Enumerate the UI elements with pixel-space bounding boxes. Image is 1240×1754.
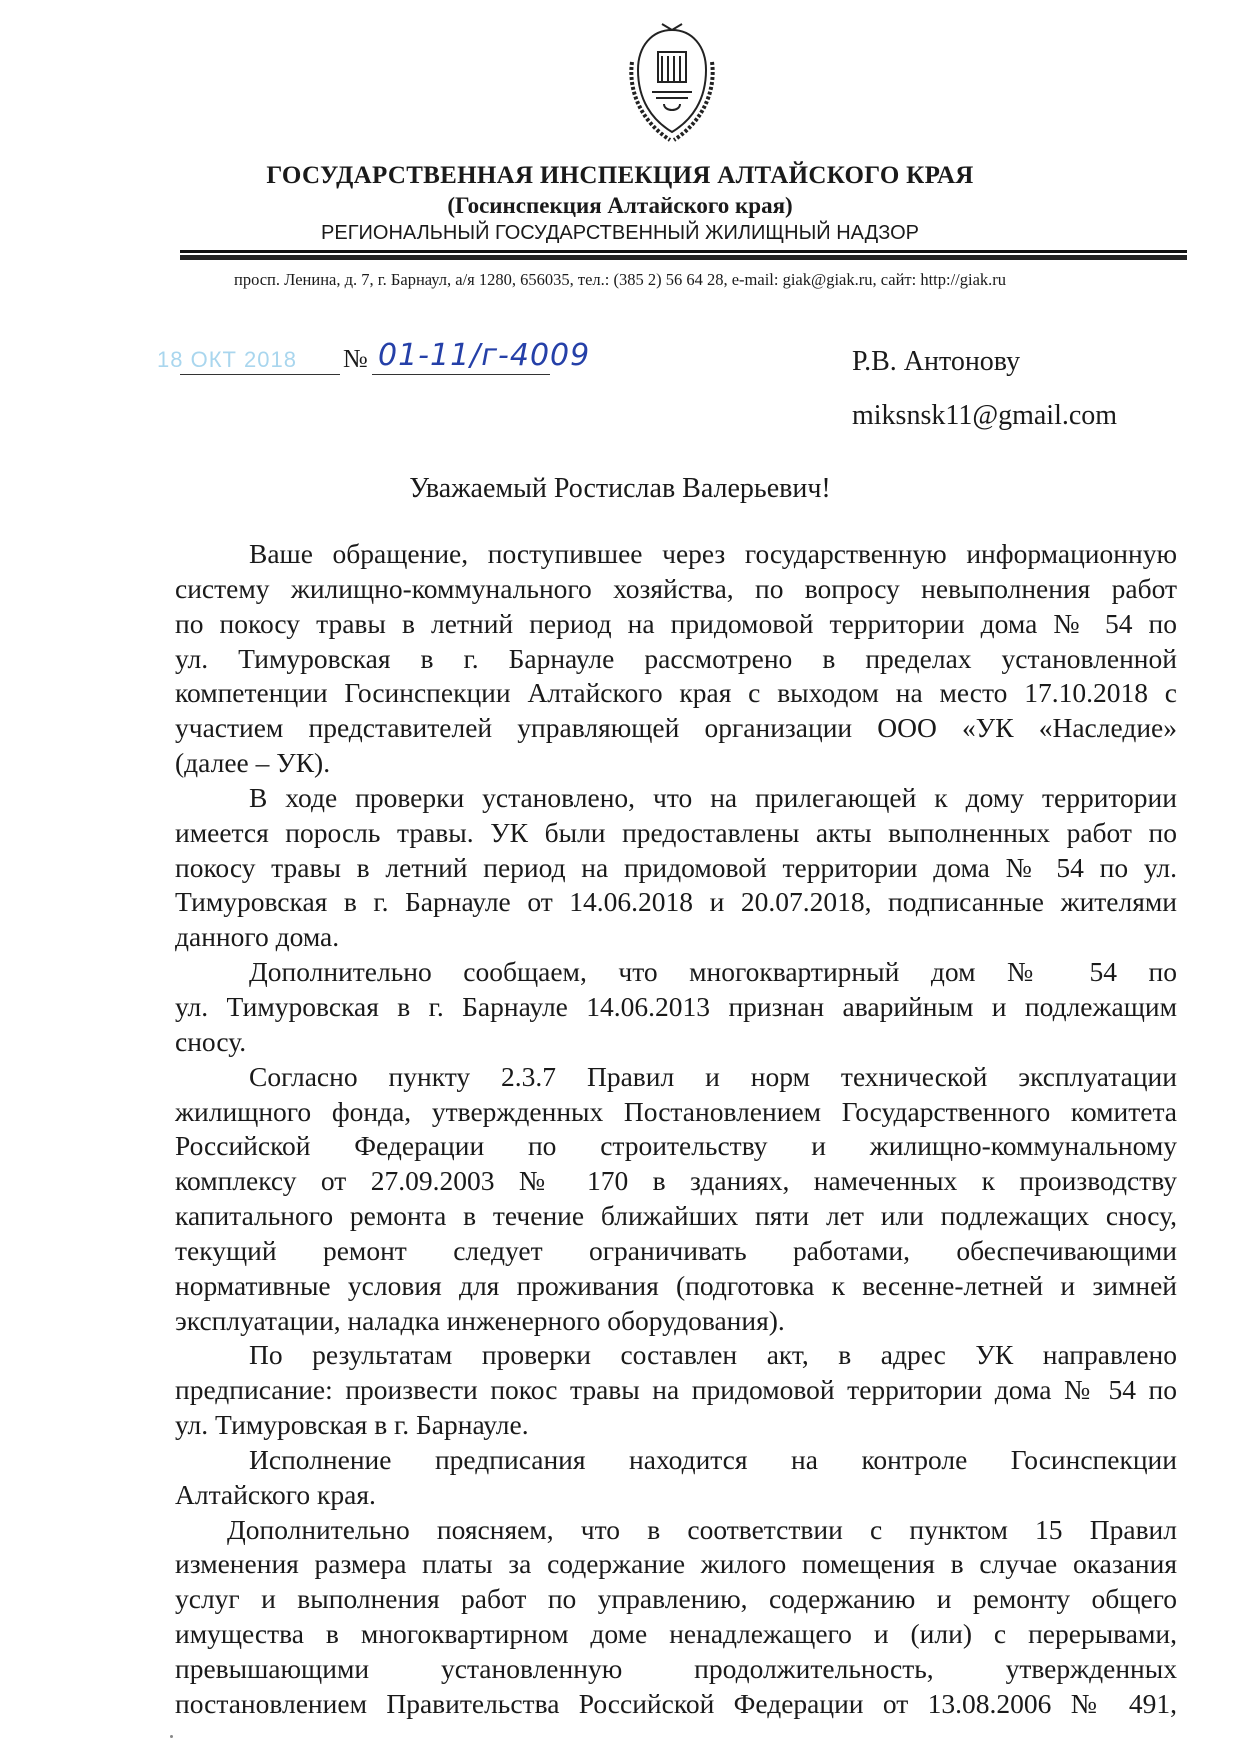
text-line: имеется поросль травы. УК были предоставлены акты выполненных работ по [175,816,1177,848]
coat-of-arms-emblem [622,22,722,148]
text-line: Алтайского края. [175,1478,376,1510]
text-line: Согласно пункту 2.3.7 Правил и норм технической эксплуатации [249,1060,1177,1092]
paragraph [175,781,1177,955]
text-line: постановлением Правительства Российской Федерации от 13.08.2006 № 491, [175,1687,1177,1719]
department-name: РЕГИОНАЛЬНЫЙ ГОСУДАРСТВЕННЫЙ ЖИЛИЩНЫЙ НАДЗОР [321,222,919,244]
text-line: по покосу травы в летний период на придомовой территории дома № 54 по [175,607,1177,639]
text-line: комплексу от 27.09.2003 № 170 в зданиях, намеченных к производству [175,1165,1177,1197]
date-underline [180,374,340,375]
header-divider-thin [180,250,1187,253]
recipient-name: Р.В. Антонову [852,346,1021,377]
paragraph [175,1513,1177,1722]
paragraph [175,955,1177,1060]
scan-speck [170,1735,173,1738]
text-line: участием представителей управляющей организации ООО «УК «Наследие» [175,712,1177,744]
organization-address: просп. Ленина, д. 7, г. Барнаул, а/я 1280, 656035, тел.: (385 2) 56 64 28, e-mail: giak@giak.ru, сайт: http://giak.ru [233,270,1007,289]
greeting: Уважаемый Ростислав Валерьевич! [409,473,831,504]
text-line: В ходе проверки установлено, что на прилегающей к дому территории [249,781,1177,813]
text-line: Дополнительно поясняем, что в соответствии с пунктом 15 Правил [227,1513,1177,1545]
text-line: сносу. [175,1025,247,1057]
number-sign: № [343,344,368,373]
organization-title: ГОСУДАРСТВЕННАЯ ИНСПЕКЦИЯ АЛТАЙСКОГО КРАЯ [266,162,974,189]
text-line: эксплуатации, наладка инженерного оборудования). [175,1304,785,1336]
text-line: предписание: произвести покос травы на придомовой территории дома № 54 по [175,1374,1177,1406]
text-line: Исполнение предписания находится на контроле Госинспекции [249,1443,1177,1475]
text-line: имущества в многоквартирном доме ненадлежащего и (или) с перерывами, [175,1618,1177,1650]
recipient-email: miksnsk11@gmail.com [852,400,1118,431]
number-underline [372,374,550,375]
text-line: Российской Федерации по строительству и жилищно-коммунальному [175,1130,1177,1162]
text-line: Ваше обращение, поступившее через государственную информационную [249,538,1177,569]
paragraph [175,537,1177,781]
text-line: покосу травы в летний период на придомовой территории дома № 54 по ул. [175,851,1177,883]
text-line: нормативные условия для проживания (подготовка к весенне-летней и зимней [175,1269,1177,1301]
text-line: (далее – УК). [175,747,331,779]
text-line: ул. Тимуровская в г. Барнауле рассмотрено в пределах установленной [175,642,1177,674]
paragraph [175,1338,1177,1443]
text-line: превышающими установленную продолжительность, утвержденных [175,1653,1177,1684]
text-line: жилищного фонда, утвержденных Постановлением Государственного комитета [175,1095,1177,1127]
text-line: ул. Тимуровская в г. Барнауле. [175,1409,529,1441]
registration-number: 01-11/г-4009 [378,338,591,373]
text-line: Тимуровская в г. Барнауле от 14.06.2018 и 20.07.2018, подписанные жителями [175,886,1177,918]
organization-short-name: (Госинспекция Алтайского края) [447,193,793,218]
text-line: компетенции Госинспекции Алтайского края с выходом на место 17.10.2018 с [175,677,1177,709]
text-line: услуг и выполнения работ по управлению, содержанию и ремонту общего [175,1583,1177,1615]
text-line: По результатам проверки составлен акт, в адрес УК направлено [249,1339,1177,1371]
text-line: текущий ремонт следует ограничивать работами, обеспечивающими [175,1234,1177,1266]
text-line: систему жилищно-коммунального хозяйства, по вопросу невыполнения работ [175,572,1177,604]
header-divider-thick [180,255,1187,260]
text-line: изменения размера платы за содержание жилого помещения в случае оказания [175,1548,1177,1580]
text-line: капитального ремонта в течение ближайших пяти лет или подлежащих сносу, [175,1200,1177,1232]
paragraph [175,1443,1177,1513]
text-line: Дополнительно сообщаем, что многоквартирный дом № 54 по [249,956,1177,988]
letter-body [175,537,1177,1722]
text-line: данного дома. [175,921,340,953]
paragraph [175,1060,1177,1339]
text-line: ул. Тимуровская в г. Барнауле 14.06.2013 признан аварийным и подлежащим [175,990,1177,1022]
date-stamp: 18 ОКТ 2018 [157,347,298,372]
